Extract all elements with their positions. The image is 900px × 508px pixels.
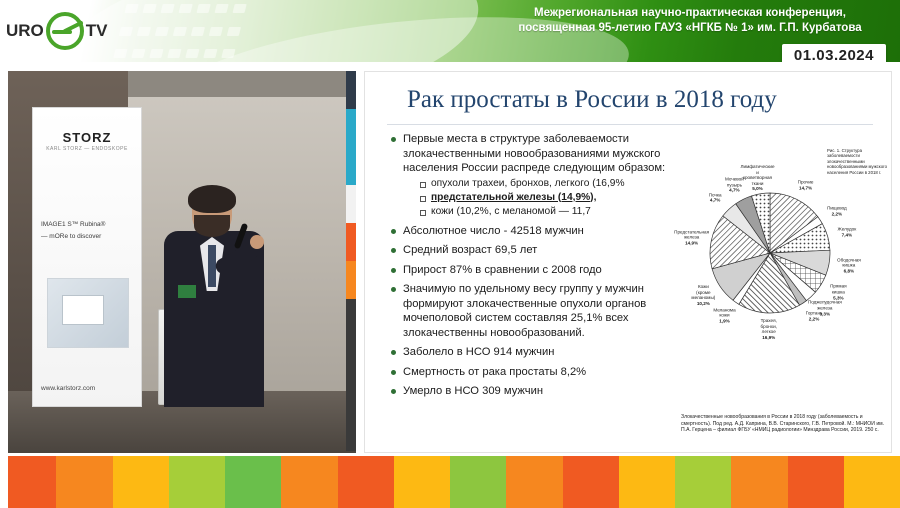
list-item: Прирост 87% в сравнении с 2008 годо <box>389 263 679 278</box>
list-item: Смертность от рака простаты 8,2% <box>389 365 679 380</box>
footer-bar-left-gap <box>0 456 8 508</box>
logo-text-uro: URO <box>6 21 44 40</box>
slide-bullet-list <box>389 132 679 404</box>
color-bar-segment <box>563 456 619 508</box>
color-bar-segment <box>394 456 450 508</box>
chart-caption: Рис. 1. Структура заболеваемости злокачественными новообразованиями мужского населения России в 2018 г. <box>827 148 887 175</box>
pie-slice-label: Прочие 14,7% <box>797 179 814 190</box>
color-bar-segment <box>56 456 112 508</box>
pie-chart-canvas <box>674 163 861 340</box>
bullet-text: Первые места в структуре заболеваемости злокачественными новообразованиями мужского населения России распреде следующим образом: <box>403 133 666 174</box>
broadcast-header <box>0 0 900 62</box>
pie-slice-label: Меланома кожи 1,9% <box>713 307 736 324</box>
list-item <box>419 205 679 219</box>
sub-bullet-text: кожи (10,2%, с меланомой — 11,7 <box>431 205 591 217</box>
pie-slice-label: Пищевод 2,2% <box>827 205 847 217</box>
speaker-badge <box>178 285 196 298</box>
color-bar-segment <box>619 456 675 508</box>
slide-title: Рак простаты в России в 2018 году <box>407 86 777 113</box>
banner-headline-2: — mORe to discover <box>41 233 102 240</box>
presentation-slide[interactable] <box>364 71 892 453</box>
pie-chart <box>674 134 889 434</box>
list-item: Абсолютное число - 42518 мужчин <box>389 224 679 239</box>
speaker-hair <box>188 185 236 213</box>
color-bar-segment <box>788 456 844 508</box>
banner-headline: IMAGE1 S™ Rubina® <box>41 221 106 228</box>
speaker-figure <box>154 189 272 407</box>
color-bar-segment <box>844 456 900 508</box>
pie-slice-label: Прямая кишка 5,3% <box>830 284 847 301</box>
speaker-beard <box>194 215 230 237</box>
slide-source-note: Злокачественные новообразования в России в 2018 году (заболеваемость и смертность). Под ред. А.Д. Каприна, В.В. Старинского, Г.В. Петровой. М.: МНИОИ им. П.А. Герцена – филиал ФГБУ «НМИЦ радиологии» Минздрава России, 2019. 250 с. <box>681 414 885 434</box>
urotv-logo[interactable] <box>6 6 124 56</box>
color-bar-segment <box>338 456 394 508</box>
pie-slice-label: Ободочная кишка 6,8% <box>837 257 861 274</box>
color-bar-segment <box>113 456 169 508</box>
conference-title <box>490 6 890 36</box>
sub-bullet-text: опухоли трахеи, бронхов, легкого (16,9% <box>431 177 625 189</box>
list-item <box>419 177 679 191</box>
sub-bullet-text-highlighted: предстательной железы (14,9%), <box>431 191 597 203</box>
conference-title-line2: посвященная 95-летию ГАУЗ «НГКБ № 1» им. Г.П. Курбатова <box>518 22 862 34</box>
list-item: Средний возраст 69,5 лет <box>389 243 679 258</box>
pie-slice-label: Почка 4,7% <box>708 192 722 203</box>
list-item: Заболело в НСО 914 мужчин <box>389 345 679 360</box>
color-bar-segment <box>675 456 731 508</box>
color-bar-segment <box>0 456 56 508</box>
pie-slice-label: Кожи (кроме меланомы) 10,2% <box>691 283 716 306</box>
camera-feed-panel[interactable] <box>8 71 356 453</box>
pie-slice-label: Предстательная железа 14,9% <box>674 229 710 246</box>
exhibitor-banner <box>32 107 142 407</box>
date-badge: 01.03.2024 <box>782 44 886 62</box>
conference-title-line1: Межрегиональная научно-практическая конференция, <box>534 7 846 19</box>
speaker-hand <box>250 235 264 249</box>
banner-brand-subtitle: KARL STORZ — ENDOSKOPE <box>46 146 128 152</box>
slide-title-divider <box>387 124 873 125</box>
pie-slice-label: Поджелудочная железа 3,3% <box>807 299 842 317</box>
color-bar-segment <box>450 456 506 508</box>
pie-slice-label: Гортань 2,2% <box>805 310 823 322</box>
list-item <box>389 132 679 219</box>
sub-bullet-list <box>419 177 679 219</box>
logo-text-tv: TV <box>85 21 108 40</box>
banner-brand: STORZ <box>62 130 112 145</box>
color-bar-segment <box>281 456 337 508</box>
pie-slice-label: Лимфатические и кроветворная ткани 5,0% <box>740 163 775 192</box>
list-item: Умерло в НСО 309 мужчин <box>389 384 679 399</box>
list-item <box>419 191 679 205</box>
pie-slice-label: Трахея, бронхи, легкое 16,9% <box>760 317 777 340</box>
pie-slice-label: Желудок 7,4% <box>837 226 857 238</box>
banner-url: www.karlstorz.com <box>41 385 96 392</box>
color-bar-segment <box>169 456 225 508</box>
pie-slice-label: Мочевой пузырь 4,7% <box>725 176 744 193</box>
list-item: Значимую по удельному весу группу у мужчин формируют злокачественные опухоли органов мочеполовой систем составляя 25,1% всех злокачественны новообразований. <box>389 282 679 340</box>
color-bar-segment <box>506 456 562 508</box>
e-logo-icon <box>45 11 85 51</box>
room-ceiling <box>128 71 356 97</box>
broadcast-body <box>0 62 900 508</box>
camera-color-strip <box>346 71 356 453</box>
film-strip-decoration <box>112 0 297 62</box>
color-bar-segment <box>225 456 281 508</box>
footer-color-bar <box>0 456 900 508</box>
banner-product-image <box>47 278 129 348</box>
color-bar-segment <box>731 456 787 508</box>
